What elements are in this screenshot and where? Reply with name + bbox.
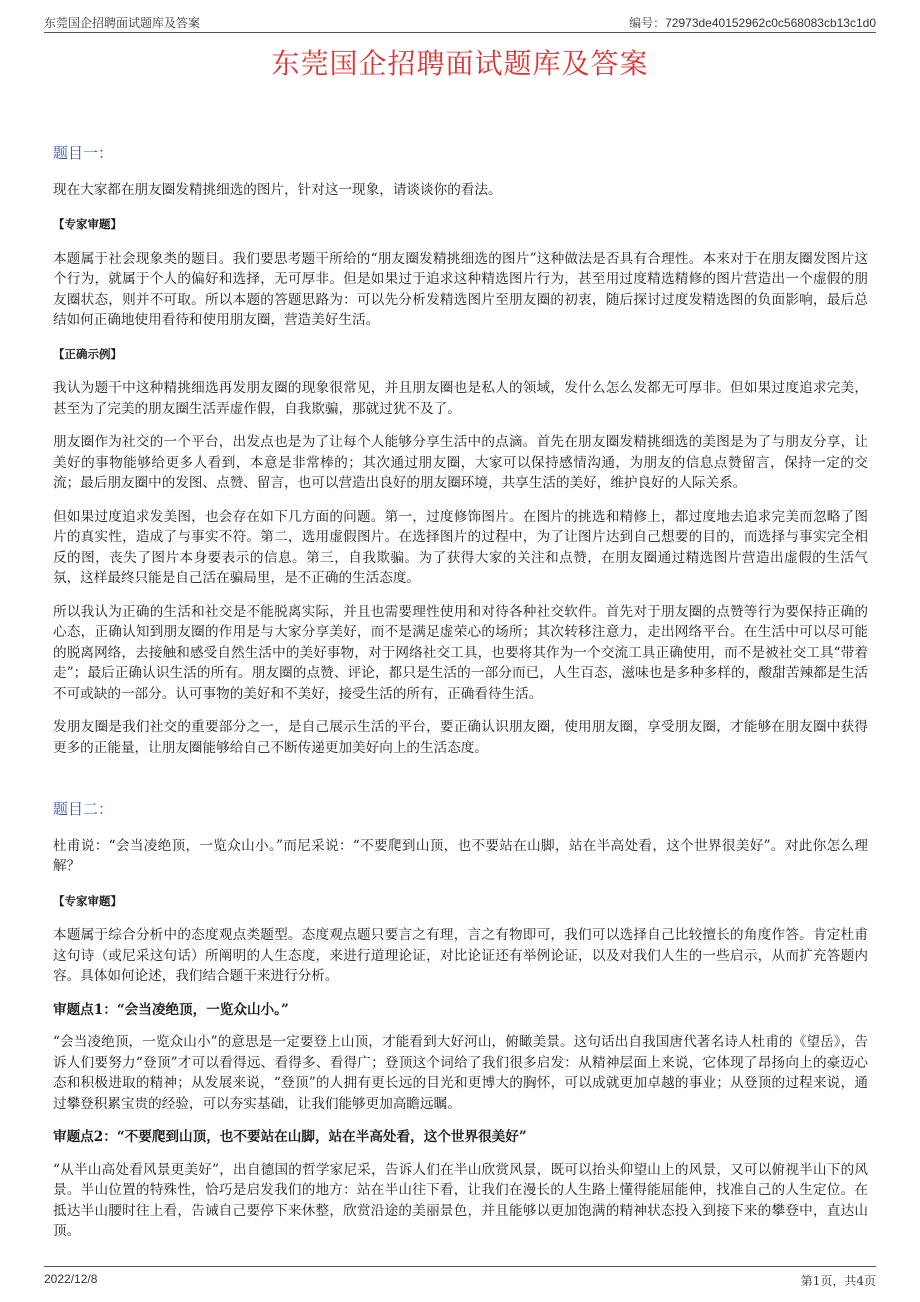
header-doc-name: 东莞国企招聘面试题库及答案 [44, 16, 201, 30]
question-2-expert-analysis: 本题属于综合分析中的态度观点类题型。态度观点题只要言之有理，言之有物即可，我们可以选择自己比较擅长的角度作答。肯定杜甫这句诗（或尼采这句话）所阐明的人生态度，来进行道理论证，对比论证还有举例论证，以及对我们人生的一些启示，从而扩充答题内容。具体如何论述，我们结合题干来进行分析。 [53, 927, 868, 984]
footer-date: 2022/12/8 [44, 1272, 98, 1286]
page-footer [44, 1266, 876, 1288]
page-header [44, 12, 876, 33]
question-1-expert-analysis: 本题属于社会现象类的题目。我们要思考题干所给的“朋友圈发精挑细选的图片”这种做法是否具有合理性。本来对于在朋友圈发图片这个行为，就属于个人的偏好和选择，无可厚非。但是如果过于追求这种精选图片行为，甚至用过度精选精修的图片营造出一个虚假的朋友圈状态，则并不可取。所以本题的答题思路为：可以先分析发精选图片至朋友圈的初衷，随后探讨过度发精选图的负面影响，最后总结如何正确地使用看待和使用朋友圈，营造美好生活。 [53, 250, 868, 328]
document-body [53, 143, 868, 1255]
review-point-1-text: “会当凌绝顶，一览众山小”的意思是一定要登上山顶，才能看到大好河山，俯瞰美景。这句话出自我国唐代著名诗人杜甫的《望岳》，告诉人们要努力“登顶”才可以看得远、看得多、看得广；登顶这个词给了我们很多启发：从精神层面上来说，它体现了昂扬向上的豪迈心态和积极进取的精神；从发展来说，“登顶”的人拥有更长远的目光和更博大的胸怀，可以成就更加卓越的事业；从登顶的过程来说，通过攀登积累宝贵的经验，可以夯实基础，让我们能够更加高瞻远瞩。 [53, 1034, 868, 1112]
answer-paragraph: 所以我认为正确的生活和社交是不能脱离实际，并且也需要理性使用和对待各种社交软件。首先对于朋友圈的点赞等行为要保持正确的心态，正确认知到朋友圈的作用是与大家分享美好，而不是满足虚荣心的场所；其次转移注意力，走出网络平台。在生活中可以尽可能的脱离网络，去接触和感受自然生活中的美好事物，对于网络社交工具，也要将其作为一个交流工具正确使用，而不是被社交工具“带着走”；最后正确认识生活的所有。朋友圈的点赞、评论，都只是生活的一部分而已，人生百态，滋味也是多种多样的，酸甜苦辣都是生活不可或缺的一部分。认可事物的美好和不美好，接受生活的所有，正确看待生活。 [53, 603, 868, 702]
document-title: 东莞国企招聘面试题库及答案 [271, 47, 649, 80]
question-1-expert-tag: 【专家审题】 [53, 217, 122, 231]
question-1-example-tag: 【正确示例】 [53, 346, 122, 361]
answer-paragraph: 我认为题干中这种精挑细选再发朋友圈的现象很常见，并且朋友圈也是私人的领域，发什么怎么发都无可厚非。但如果过度追求完美，甚至为了完美的朋友圈生活弄虚作假，自我欺骗，那就过犹不及了。 [53, 380, 868, 417]
question-1-title: 题目一： [53, 144, 114, 162]
answer-paragraph: 但如果过度追求发美图，也会存在如下几方面的问题。第一，过度修饰图片。在图片的挑选和精修上，都过度地去追求完美而忽略了图片的真实性，造成了与事实不符。第二，选用虚假图片。在选择图片的过程中，为了让图片达到自己想要的目的，而选择与事实完全相反的图，丧失了图片本身要表示的信息。第三，自我欺骗。为了获得大家的关注和点赞，在朋友圈通过精选图片营造出虚假的生活气氛，这样最终只能是自己活在骗局里，是不正确的生活态度。 [53, 508, 868, 586]
review-point-2-text: “从半山高处看风景更美好”，出自德国的哲学家尼采，告诉人们在半山欣赏风景，既可以抬头仰望山上的风景，又可以俯视半山下的风景。半山位置的特殊性，恰巧是启发我们的地方：站在半山往下看，让我们在漫长的人生路上懂得能屈能伸，找准自己的人生定位。在抵达半山腰时往上看，告诫自己要停下来休整，欣赏沿途的美丽景色，并且能够以更加饱满的精神状态投入到接下来的攀登中，直达山顶。 [53, 1161, 868, 1239]
header-doc-id: 编号：72973de40152962c0c568083cb13c1d0 [629, 16, 876, 30]
question-2-title: 题目二： [53, 800, 114, 818]
review-point-2-title: 审题点2：“不要爬到山顶，也不要站在山脚，站在半高处看，这个世界很美好” [53, 1129, 527, 1145]
question-2-expert-tag: 【专家审题】 [53, 893, 122, 908]
footer-page-number: 第1页，共4页 [800, 1274, 876, 1288]
answer-paragraph: 朋友圈作为社交的一个平台，出发点也是为了让每个人能够分享生活中的点滴。首先在朋友圈发精挑细选的美图是为了与朋友分享，让美好的事物能够给更多人看到，本意是非常棒的；其次通过朋友圈，大家可以保持感情沟通，为朋友的信息点赞留言，保持一定的交流；最后朋友圈中的发图、点赞、留言，也可以营造出良好的朋友圈环境，共享生活的美好，维护良好的人际关系。 [53, 434, 868, 491]
answer-paragraph: 发朋友圈是我们社交的重要部分之一，是自己展示生活的平台，要正确认识朋友圈，使用朋友圈，享受朋友圈，才能够在朋友圈中获得更多的正能量，让朋友圈能够给自己不断传递更加美好向上的生活态度。 [53, 719, 868, 756]
question-1-text: 现在大家都在朋友圈发精挑细选的图片，针对这一现象，请谈谈你的看法。 [53, 181, 502, 198]
review-point-1-title: 审题点1：“会当凌绝顶，一览众山小。” [53, 1001, 289, 1018]
question-2-text: 杜甫说：“会当凌绝顶，一览众山小。”而尼采说：“不要爬到山顶，也不要站在山脚，站在半高处看，这个世界很美好”。对此你怎么理解？ [53, 837, 868, 874]
